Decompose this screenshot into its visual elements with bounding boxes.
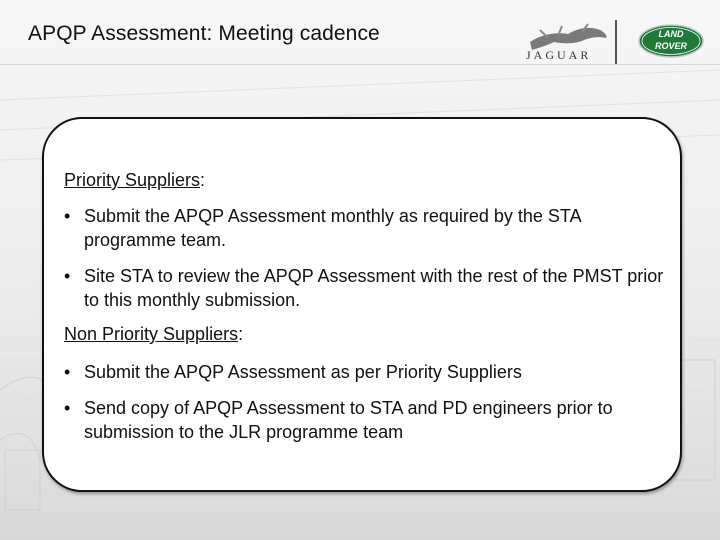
bullet-dot: • [64,206,71,226]
non-priority-heading-text: Non Priority Suppliers [64,324,239,344]
page-title: APQP Assessment: Meeting cadence [28,22,380,45]
brand-logos [520,14,710,70]
priority-heading-colon: : [200,170,206,190]
jaguar-wordmark: JAGUAR [526,48,592,62]
priority-suppliers-heading [64,170,205,191]
non-priority-suppliers-heading [64,324,243,345]
list-item [64,264,664,312]
bullet-dot: • [64,398,71,418]
list-item [64,360,664,384]
priority-heading-text: Priority Suppliers [64,170,201,190]
logo-divider [615,20,617,64]
bullet-text: Submit the APQP Assessment monthly as required by the STA programme team. [84,206,581,250]
bullet-dot: • [64,266,71,286]
non-priority-heading-colon: : [238,324,244,344]
bullet-text: Site STA to review the APQP Assessment with the rest of the PMST prior to this monthly submission. [84,266,664,310]
list-item [64,204,664,252]
bullet-text: Send copy of APQP Assessment to STA and PD engineers prior to submission to the JLR programme team [84,398,613,442]
land-rover-wordmark [638,28,704,52]
bullet-dot: • [64,362,71,382]
land-rover-word-2: ROVER [654,41,687,51]
land-rover-word-1: LAND [658,29,684,39]
list-item [64,396,664,444]
bullet-text: Submit the APQP Assessment as per Priority Suppliers [84,362,522,382]
